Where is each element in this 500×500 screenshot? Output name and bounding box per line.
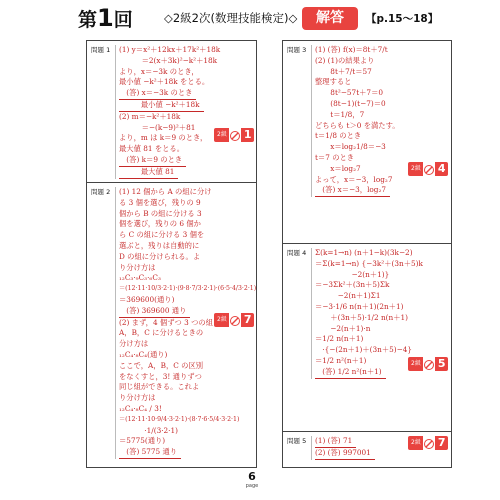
answer-line: 8t＋7/t＝57 xyxy=(323,66,372,76)
answer-line: ＋(3n＋5)·1/2 n(n＋1) xyxy=(323,312,408,322)
title-number: 1 xyxy=(97,4,114,32)
answer-line: ＝369600(通り) xyxy=(119,294,175,304)
answer-line: (1) y＝x²＋12kx＋17k²＋18k xyxy=(119,45,221,54)
answer-line: t＝1/8 のとき xyxy=(315,131,362,141)
answer-line: より，x＝−3k のとき， xyxy=(119,66,199,76)
grade-tag-problem-3 xyxy=(408,162,448,176)
problem-1-label: 問題 1 xyxy=(91,46,111,54)
answer-line: 最大値 81 をとる。 xyxy=(119,144,185,154)
grade-tag-label: 2級 xyxy=(214,313,229,327)
round-title xyxy=(78,6,133,32)
problem-3-label: 問題 3 xyxy=(287,46,307,54)
answer-line: ·{−(2n＋1)＋(3n＋5)−4} xyxy=(315,345,413,355)
answer-line: 8t²−57t＋7＝0 xyxy=(323,88,384,98)
left-column xyxy=(86,40,257,468)
answer-line: 最小値 −k²＋18k をとる。 xyxy=(119,77,210,87)
answer-line: 個から B の組に分ける 3 xyxy=(119,208,202,218)
answer-line: ＝−3Σk²＋(3n＋5)Σk xyxy=(315,280,390,290)
answer-line: (2) (1)の結果より xyxy=(315,55,375,65)
answer-line: ＝2(x＋3k)²−k²＋18k xyxy=(127,55,218,65)
answer-line: 選ぶと，残りは自動的に xyxy=(119,240,200,250)
final-answer: (答) 5775 通り xyxy=(119,447,181,459)
grade-tag-number: 7 xyxy=(241,313,255,327)
page-header xyxy=(78,6,438,32)
problem-1-body xyxy=(115,45,254,179)
final-answer: 最小値 −k²＋18k xyxy=(119,100,204,112)
page-range: 【p.15～18】 xyxy=(366,13,439,25)
answer-line: をなくすと，3! 通りずつ xyxy=(119,371,202,381)
grade-tag-label: 2級 xyxy=(408,436,423,450)
title-prefix: 第 xyxy=(78,9,98,31)
answer-line: ＝(12·11·10/3·2·1)·(9·8·7/3·2·1)·(6·5·4/3·2·1) xyxy=(119,285,257,293)
page-number: 6 xyxy=(248,470,256,483)
answer-line: ＝(12·11·10·9/4·3·2·1)·(8·7·6·5/4·3·2·1) xyxy=(119,415,240,423)
answer-line: ら C の組に分ける 3 個を xyxy=(119,230,205,240)
answer-line: t＝1/8，7 xyxy=(323,109,365,119)
answer-line: 同じ組ができる。これよ xyxy=(119,382,200,392)
pencil-icon xyxy=(423,357,435,371)
problem-5-label: 問題 5 xyxy=(287,437,307,445)
grade-tag-number: 1 xyxy=(241,128,255,142)
answer-line: t＝7 のとき xyxy=(315,152,355,162)
pencil-icon xyxy=(229,313,241,327)
answer-line: x＝log₂1/8＝−3 xyxy=(323,142,386,152)
answer-line: る 3 個を選び，残りの 9 xyxy=(119,197,201,207)
problem-4-section xyxy=(283,243,451,431)
page-word: page xyxy=(245,483,259,489)
grade-tag-number: 4 xyxy=(435,162,449,176)
answer-line: (2) m＝−k²＋18k xyxy=(119,111,181,121)
answer-line: −2(n＋1)} xyxy=(315,269,390,279)
grade-tag-number: 5 xyxy=(435,357,449,371)
answer-line: ＝5775(通り) xyxy=(119,436,166,446)
answer-line: (1) (答) f(x)＝8t＋7/t xyxy=(315,45,388,54)
right-column xyxy=(282,40,452,468)
answer-line: ₁₂C₃·₉C₃·₆C₃ xyxy=(119,273,161,283)
answer-line: D の組に分けられる。よ xyxy=(119,251,201,261)
problem-4-label: 問題 4 xyxy=(287,249,307,257)
title-suffix: 回 xyxy=(113,9,133,31)
grade-tag-number: 7 xyxy=(435,436,449,450)
grade-tag-problem-4 xyxy=(408,357,448,371)
answer-line: −2(n＋1)Σ1 xyxy=(323,291,381,301)
answer-line: (1) 12 個から A の組に分け xyxy=(119,187,212,196)
problem-2-label: 問題 2 xyxy=(91,188,111,196)
grade-tag-label: 2級 xyxy=(214,128,229,142)
answer-line: ₁₂C₄·₈C₄ / 3! xyxy=(119,403,162,413)
answer-line: ·1/(3·2·1) xyxy=(137,425,178,435)
answer-line: ＝Σ(k=1→n) {−3k²＋(3n＋5)k xyxy=(315,258,423,268)
final-answer: (答) x＝−3，log₂7 xyxy=(315,185,390,197)
answer-line: ＝1/2 n(n＋1) xyxy=(315,334,364,344)
answer-line: 分け方は xyxy=(119,339,149,349)
pencil-icon xyxy=(229,128,241,142)
final-answer: (答) 1/2 n²(n＋1) xyxy=(315,367,386,379)
final-answer: (2) (答) 997001 xyxy=(315,448,375,460)
answer-line: 整理すると xyxy=(315,77,352,87)
final-answer: (答) k＝9 のとき xyxy=(119,155,186,167)
pencil-icon xyxy=(423,162,435,176)
answer-line: (2) まず，4 個ずつ 3 つの組 xyxy=(119,317,213,327)
answer-badge: 解答 xyxy=(302,7,358,30)
grade-tag-problem-1 xyxy=(214,128,254,142)
answer-line: ＝−3·1/6 n(n＋1)(2n＋1) xyxy=(315,301,404,311)
answer-line: よって，x＝−3，log₂7 xyxy=(315,174,393,184)
answer-line: −2(n＋1)·n xyxy=(323,323,371,333)
grade-tag-label: 2級 xyxy=(408,357,423,371)
exam-subtitle: ◇2級2次(数理技能検定)◇ xyxy=(164,11,298,25)
grade-tag-label: 2級 xyxy=(408,162,423,176)
answer-line: Σ(k=1→n) (n＋1−k)(3k−2) xyxy=(315,248,413,257)
answer-line: どちらも t＞0 を満たす。 xyxy=(315,120,400,130)
answer-line: ＝−(k−9)²＋81 xyxy=(127,122,196,132)
grade-tag-problem-2 xyxy=(214,313,254,327)
answer-line: より，m は k＝9 のとき， xyxy=(119,133,208,143)
answer-line: ₁₂C₄·₈C₄(通り) xyxy=(119,349,168,359)
final-answer: 最大値 81 xyxy=(119,167,178,179)
final-answer: (答) x＝−3k のとき xyxy=(119,88,196,100)
final-answer: (答) 369600 通り xyxy=(119,306,190,318)
answer-line: 個を選び，残りの 6 個か xyxy=(119,219,201,229)
answer-line: り分け方は xyxy=(119,262,156,272)
answer-line: ここで，A，B，C の区別 xyxy=(119,360,204,370)
answer-line: A，B，C に分けるときの xyxy=(119,328,204,338)
answer-line: x＝log₂7 xyxy=(323,163,361,173)
problem-3-section xyxy=(283,41,451,243)
problem-1-section xyxy=(87,41,256,182)
answer-line: ＝1/2 n²(n＋1) xyxy=(315,355,367,365)
answer-line: (8t−1)(t−7)＝0 xyxy=(323,98,386,108)
pencil-icon xyxy=(423,436,435,450)
final-answer: (1) (答) 71 xyxy=(315,436,356,448)
grade-tag-problem-5 xyxy=(408,436,448,450)
answer-line: り分け方は xyxy=(119,393,156,403)
